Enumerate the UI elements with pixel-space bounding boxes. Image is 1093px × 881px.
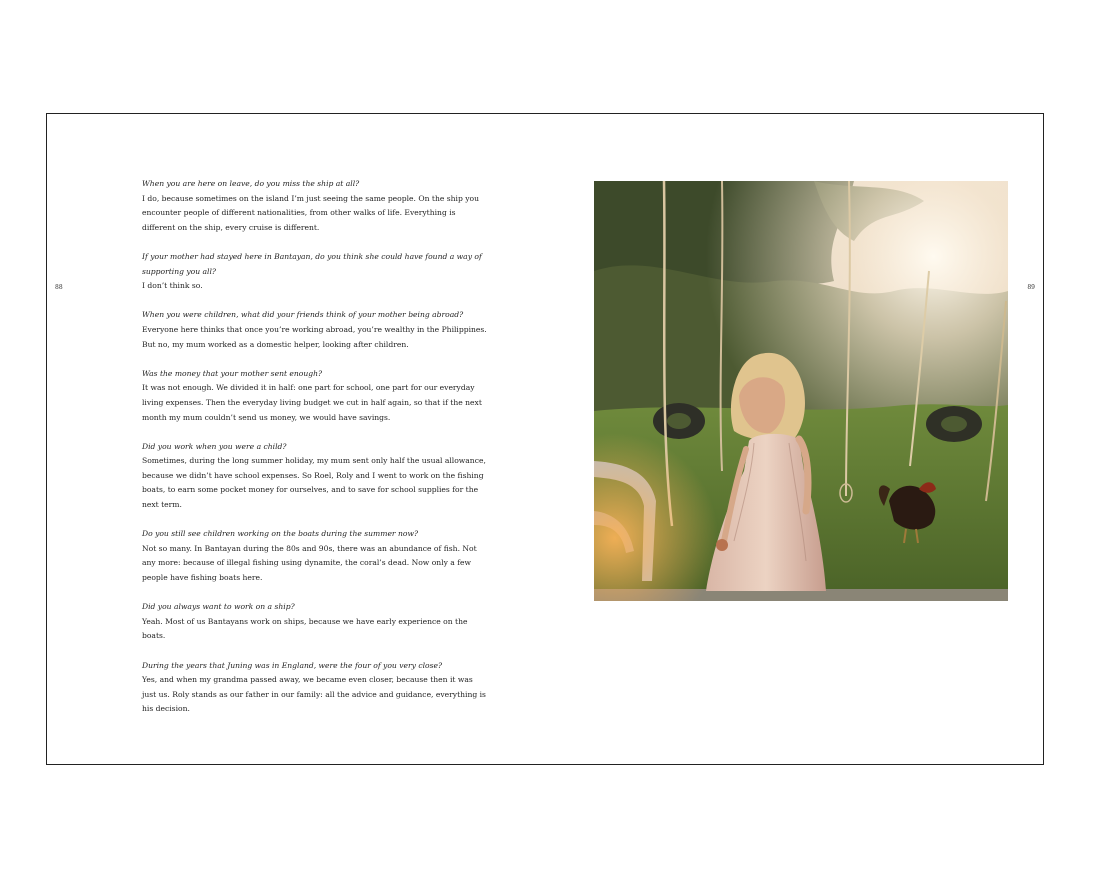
answer: Not so many. In Bantayan during the 80s and 90s, there was an abundance of fish. Not any more: because of illegal fishing using dynamite, the coral’s dead. Now only a few people have fishing boats here. [142,543,477,583]
question: Was the money that your mother sent enough? [142,368,323,378]
page-number-left: 88 [55,284,63,291]
answer: I don’t think so. [142,281,203,291]
qa-item [142,308,487,352]
qa-item [142,177,487,235]
answer: I do, because sometimes on the island I’m just seeing the same people. On the ship you encounter people of different nationalities, from other walks of life. Everything is different on the ship, every cruise is different. [142,193,479,232]
question: Do you still see children working on the boats during the summer now? [142,529,419,539]
question: If your mother had stayed here in Bantayan, do you think she could have found a way of supporting you all? [142,251,482,276]
question: During the years that Juning was in England, were the four of you very close? [142,660,443,670]
question: When you were children, what did your friends think of your mother being abroad? [142,310,464,320]
answer: It was not enough. We divided it in half: one part for school, one part for our everyday living expenses. Then the everyday living budget we cut in half again, so that if the next month my mum couldn’t send us money, we would have savings. [142,383,482,422]
qa-item [142,600,487,644]
answer: Sometimes, during the long summer holiday, my mum sent only half the usual allowance, because we didn’t have school expenses. So Roel, Roly and I went to work on the fishing boats, to earn some pocket money for ourselves, and to save for school supplies for the next term. [142,456,486,510]
answer: Yeah. Most of us Bantayans work on ships, because we have early experience on the boats. [142,616,468,641]
qa-item [142,440,487,513]
qa-item [142,659,487,717]
book-spread [46,113,1044,765]
photograph [594,181,1008,601]
answer: Yes, and when my grandma passed away, we became even closer, because then it was just us. Roly stands as our father in our family: all the advice and guidance, everything is his decision. [142,675,486,714]
question: Did you work when you were a child? [142,441,287,451]
question: Did you always want to work on a ship? [142,602,295,612]
qa-item [142,250,487,294]
interview-text [142,177,487,732]
qa-item [142,527,487,585]
page-number-right: 89 [1027,284,1035,291]
photo-illustration [594,181,1008,601]
qa-item [142,367,487,425]
question: When you are here on leave, do you miss the ship at all? [142,179,360,188]
answer: Everyone here thinks that once you’re working abroad, you’re wealthy in the Philippines. But no, my mum worked as a domestic helper, looking after children. [142,324,487,349]
